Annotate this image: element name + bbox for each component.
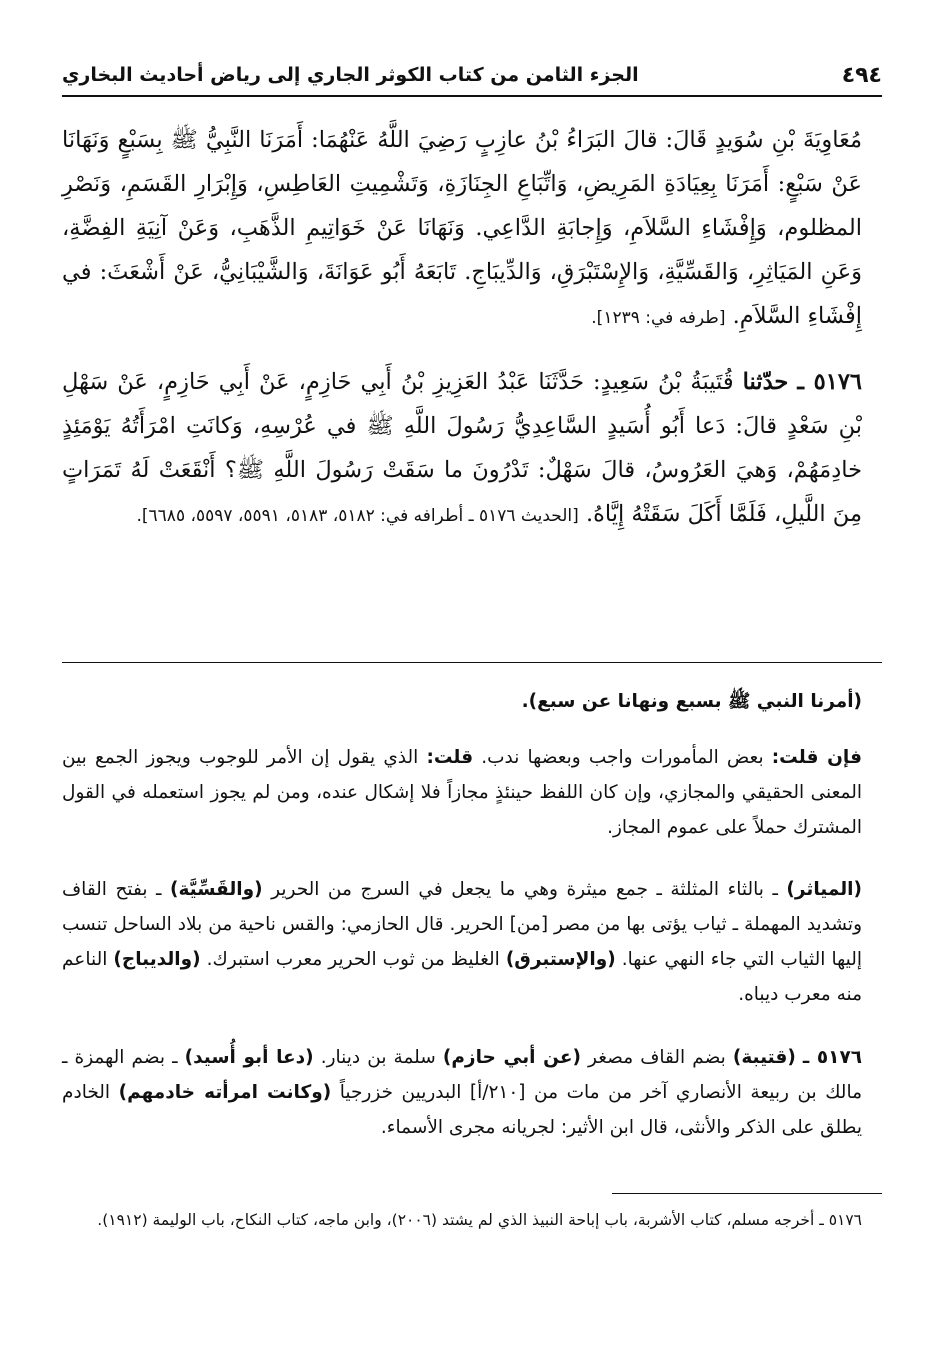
commentary-lemma: (عن أبي حازم) [442, 1047, 581, 1068]
hadith-body: قُتَيبَةُ بْنُ سَعِيدٍ: حَدَّثَنَا عَبْدُ العَزِيزِ بْنُ أَبِي حَازِمٍ، عَنْ أَبِي حَازِمٍ، عَنْ سَهْلِ بْنِ سَعْدٍ قالَ: دَعا أَبُو أُسَيدٍ السَّاعِدِيُّ رَسُولَ اللَّهِ ﷺ في عُرْسِهِ، وَكانَتِ امْرَأَتُهُ يَوْمَئِذٍ خادِمَهُمْ، وَهيَ العَرُوسُ، قالَ سَهْلٌ: تَدْرُونَ ما سَقَتْ رَسُولَ اللَّهِ ﷺ؟ أَنْقَعَتْ لَهُ تَمَرَاتٍ مِنَ اللَّيلِ، فَلَمَّا أَكَلَ سَقَتْهُ إِيَّاهُ. [62, 369, 862, 527]
commentary-text: الغليظ من ثوب الحرير معرب استبرك. [206, 949, 500, 970]
hadith-text-5176 [62, 360, 862, 538]
commentary-heading [62, 684, 862, 719]
commentary-lemma: (المياثر) [786, 879, 862, 900]
commentary-text: الناعم منه معرب ديباه. [62, 949, 862, 1005]
commentary-lemma: (دعا أبو أُسيد) [184, 1047, 314, 1068]
hadith-number: ٥١٧٦ ـ [802, 1047, 863, 1068]
hadith-cross-reference: [طرفه في: ١٢٣٩]. [591, 308, 726, 328]
commentary-text: بضم القاف مصغر [588, 1047, 726, 1068]
hadith-body: مُعَاوِيَةَ بْنِ سُوَيدٍ قَالَ: قالَ البَرَاءُ بْنُ عازِبٍ رَضِيَ اللَّهُ عَنْهُمَا: أَمَرَنَا النَّبِيُّ ﷺ بِسَبْعٍ وَنَهَانَا عَنْ سَبْعٍ: أَمَرَنَا بِعِيَادَةِ المَرِيضِ، وَاتِّبَاعِ الجِنَازَةِ، وَتَشْمِيتِ العَاطِسِ، وَإِبْرَارِ القَسَمِ، وَنَصْرِ المظلوم، وَإِفْشَاءِ السَّلاَمِ، وَإِجابَةِ الدَّاعِي. وَنَهَانَا عَنْ خَوَاتِيمِ الذَّهَبِ، وَعَنْ آنِيَةِ الفِضَّةِ، وَعَنِ المَيَاثِرِ، وَالقَسِّيَّةِ، وَالإِسْتَبْرَقِ، وَالدِّيبَاجِ. تَابَعَهُ أَبُو عَوَانَةَ، وَالشَّيْبَانِيُّ، عَنْ أَشْعَثَ: في إِفْشَاءِ السَّلاَمِ. [62, 127, 862, 329]
commentary-text: ـ بضم الهمزة ـ مالك بن ربيعة الأنصاري آخر من مات من [٢١٠/أ] البدريين خزرجياً [62, 1047, 862, 1103]
qultu-label: فإن قلت: [771, 747, 862, 768]
commentary-text: ـ بفتح القاف وتشديد المهملة ـ ثياب يؤتى بها من مصر [من] الحرير. قال الحازمي: والقس ناحية من بلاد الساحل تنسب إليها الثياب التي جاء النهي عنها. [62, 879, 862, 970]
footnote-text: ٥١٧٦ ـ أخرجه مسلم، كتاب الأشربة، باب إباحة النبيذ الذي لم يشتد (٢٠٠٦)، وابن ماجه، كتاب النكاح، باب الوليمة (١٩١٢). [97, 1211, 862, 1229]
commentary-paragraph [62, 1040, 862, 1145]
commentary-lemma: (والقَسِّيَّة) [169, 879, 263, 900]
commentary-lemma: (قتيبة) [732, 1047, 796, 1068]
commentary-paragraph [62, 872, 862, 1012]
hadith-number: ٥١٧٦ ـ [797, 369, 862, 395]
commentary-text: ـ بالثاء المثلثة ـ جمع ميثرة وهي ما يجعل في السرج من الحرير [271, 879, 778, 900]
footnote [62, 1204, 862, 1237]
footnote-rule [612, 1193, 882, 1194]
commentary-paragraph [62, 740, 862, 845]
commentary-text: الذي يقول إن الأمر للوجوب ويجوز الجمع بين المعنى الحقيقي والمجازي، وإن كان اللفظ حينئذٍ مجازاً فلا إشكال عنده، ومن لم يجوز استعمله في القول المشترك حملاً على عموم المجاز. [62, 747, 862, 838]
hadith-text-5175 [62, 118, 862, 340]
hadith-cross-reference: [الحديث ٥١٧٦ ـ أطرافه في: ٥١٨٢، ٥١٨٣، ٥٥٩١، ٥٥٩٧، ٦٦٨٥]. [136, 506, 579, 526]
page-number: ٤٩٤ [841, 62, 882, 88]
commentary-lemma: (والإستبرق) [505, 949, 616, 970]
qultu-label: قلت: [426, 747, 474, 768]
commentary-divider [62, 662, 882, 663]
header-rule [62, 95, 882, 97]
commentary-text: الخادم يطلق على الذكر والأنثى، قال ابن الأثير: لجريانه مجرى الأسماء. [62, 1082, 862, 1138]
commentary-lemma: (والديباج) [113, 949, 201, 970]
running-header [62, 55, 882, 95]
commentary-lemma: (أمرنا النبي ﷺ بسبع ونهانا عن سبع). [521, 691, 862, 712]
commentary-lemma: (وكانت امرأته خادمهم) [118, 1082, 332, 1103]
running-title: الجزء الثامن من كتاب الكوثر الجاري إلى رياض أحاديث البخاري [62, 64, 639, 86]
commentary-text: سلمة بن دينار. [320, 1047, 436, 1068]
commentary-text: بعض المأمورات واجب وبعضها ندب. [481, 747, 764, 768]
haddathana-label: حدّثنا [742, 369, 789, 395]
